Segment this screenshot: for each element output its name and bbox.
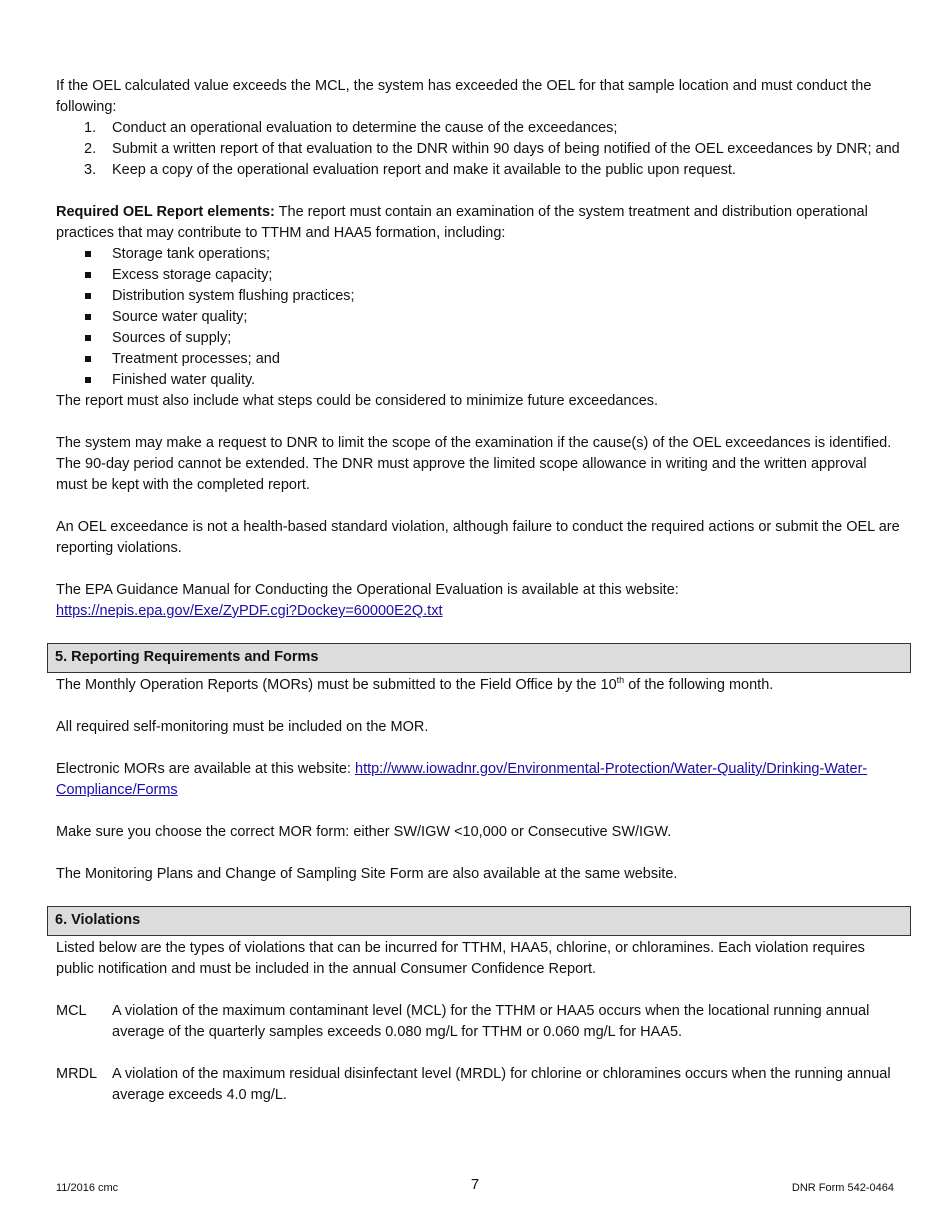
monitoring-plans-paragraph: The Monitoring Plans and Change of Sampling Site Form are also available at the same website. bbox=[56, 866, 678, 882]
oel-violation-paragraph: An OEL exceedance is not a health-based standard violation, although failure to conduct the required actions or submit the OEL are reporting violations. bbox=[56, 519, 900, 556]
square-bullet-icon bbox=[85, 293, 91, 299]
list-item: Excess storage capacity; bbox=[56, 265, 902, 286]
oel-report-paragraph: Required OEL Report elements: The report must contain an examination of the system treatment and distribution operational practices that may contribute to TTHM and HAA5 formation, including: bbox=[56, 204, 868, 241]
list-item: Source water quality; bbox=[56, 307, 902, 328]
correct-form-paragraph: Make sure you choose the correct MOR form: either SW/IGW <10,000 or Consecutive SW/IGW. bbox=[56, 824, 672, 840]
list-item: Storage tank operations; bbox=[56, 244, 902, 265]
square-bullet-icon bbox=[85, 251, 91, 257]
oel-scope-paragraph: The system may make a request to DNR to limit the scope of the examination if the cause(s) of the OEL exceedances is identified. The 90-day period cannot be extended. The DNR must approve the limited scope allowance in writing and the written approval must be kept with the completed report. bbox=[56, 435, 892, 493]
list-item: Distribution system flushing practices; bbox=[56, 286, 902, 307]
square-bullet-icon bbox=[85, 272, 91, 278]
oel-report-elements-list bbox=[56, 244, 902, 391]
list-item: 2. Submit a written report of that evaluation to the DNR within 90 days of being notified of the OEL exceedances by DNR; and bbox=[84, 141, 900, 157]
violation-definition-mrdl bbox=[56, 1064, 902, 1106]
oel-report-label: Required OEL Report elements: bbox=[56, 204, 275, 220]
form-number: DNR Form 542-0464 bbox=[791, 1182, 894, 1194]
oel-steps-list bbox=[56, 118, 902, 181]
square-bullet-icon bbox=[85, 314, 91, 320]
oel-guidance-paragraph: The EPA Guidance Manual for Conducting the Operational Evaluation is available at this website: https://nepis.epa.gov/Exe/ZyPDF.cgi?Dockey=60000E2Q.txt bbox=[56, 582, 679, 619]
definition-term: MRDL bbox=[56, 1066, 98, 1082]
electronic-mor-paragraph: Electronic MORs are available at this website: http://www.iowadnr.gov/Environmental-Protection/Water-Quality/Drinking-Water-Compliance/Forms bbox=[56, 761, 868, 798]
self-monitoring-paragraph: All required self-monitoring must be included on the MOR. bbox=[56, 719, 429, 735]
square-bullet-icon bbox=[85, 335, 91, 341]
section-6-header: 6. Violations bbox=[47, 906, 911, 936]
square-bullet-icon bbox=[85, 377, 91, 383]
document-page bbox=[56, 76, 902, 1127]
page-number: 7 bbox=[470, 1176, 480, 1193]
violations-intro: Listed below are the types of violations that can be incurred for TTHM, HAA5, chlorine, or chloramines. Each violation requires public notification and must be included in the annual Consumer Confidence Report. bbox=[56, 940, 865, 977]
oel-intro: If the OEL calculated value exceeds the MCL, the system has exceeded the OEL for that sample location and must conduct the following: bbox=[56, 78, 872, 115]
definition-term: MCL bbox=[56, 1003, 87, 1019]
oel-report-after: The report must also include what steps could be considered to minimize future exceedances. bbox=[56, 393, 659, 409]
square-bullet-icon bbox=[85, 356, 91, 362]
violation-definition-mcl bbox=[56, 1001, 902, 1043]
list-item: 3. Keep a copy of the operational evaluation report and make it available to the public upon request. bbox=[84, 162, 736, 178]
definition-text: A violation of the maximum residual disinfectant level (MRDL) for chlorine or chloramines occurs when the running annual average exceeds 4.0 mg/L. bbox=[112, 1066, 891, 1103]
list-item: Treatment processes; and bbox=[56, 349, 902, 370]
section-5-header: 5. Reporting Requirements and Forms bbox=[47, 643, 911, 673]
epa-guidance-link[interactable]: https://nepis.epa.gov/Exe/ZyPDF.cgi?Dockey=60000E2Q.txt bbox=[56, 603, 443, 619]
list-item: 1. Conduct an operational evaluation to determine the cause of the exceedances; bbox=[84, 120, 618, 136]
page-footer bbox=[56, 1176, 894, 1200]
mor-submission-paragraph: The Monthly Operation Reports (MORs) must be submitted to the Field Office by the 10th of the following month. bbox=[56, 675, 774, 693]
list-item: Finished water quality. bbox=[56, 370, 902, 391]
definition-text: A violation of the maximum contaminant level (MCL) for the TTHM or HAA5 occurs when the locational running annual average of the quarterly samples exceeds 0.080 mg/L for TTHM or 0.060 mg/L for HAA5. bbox=[112, 1003, 870, 1040]
footer-date: 11/2016 cmc bbox=[56, 1182, 119, 1194]
list-item: Sources of supply; bbox=[56, 328, 902, 349]
iowa-dnr-forms-link[interactable]: http://www.iowadnr.gov/Environmental-Protection/Water-Quality/Drinking-Water-Compliance/Forms bbox=[56, 761, 868, 798]
